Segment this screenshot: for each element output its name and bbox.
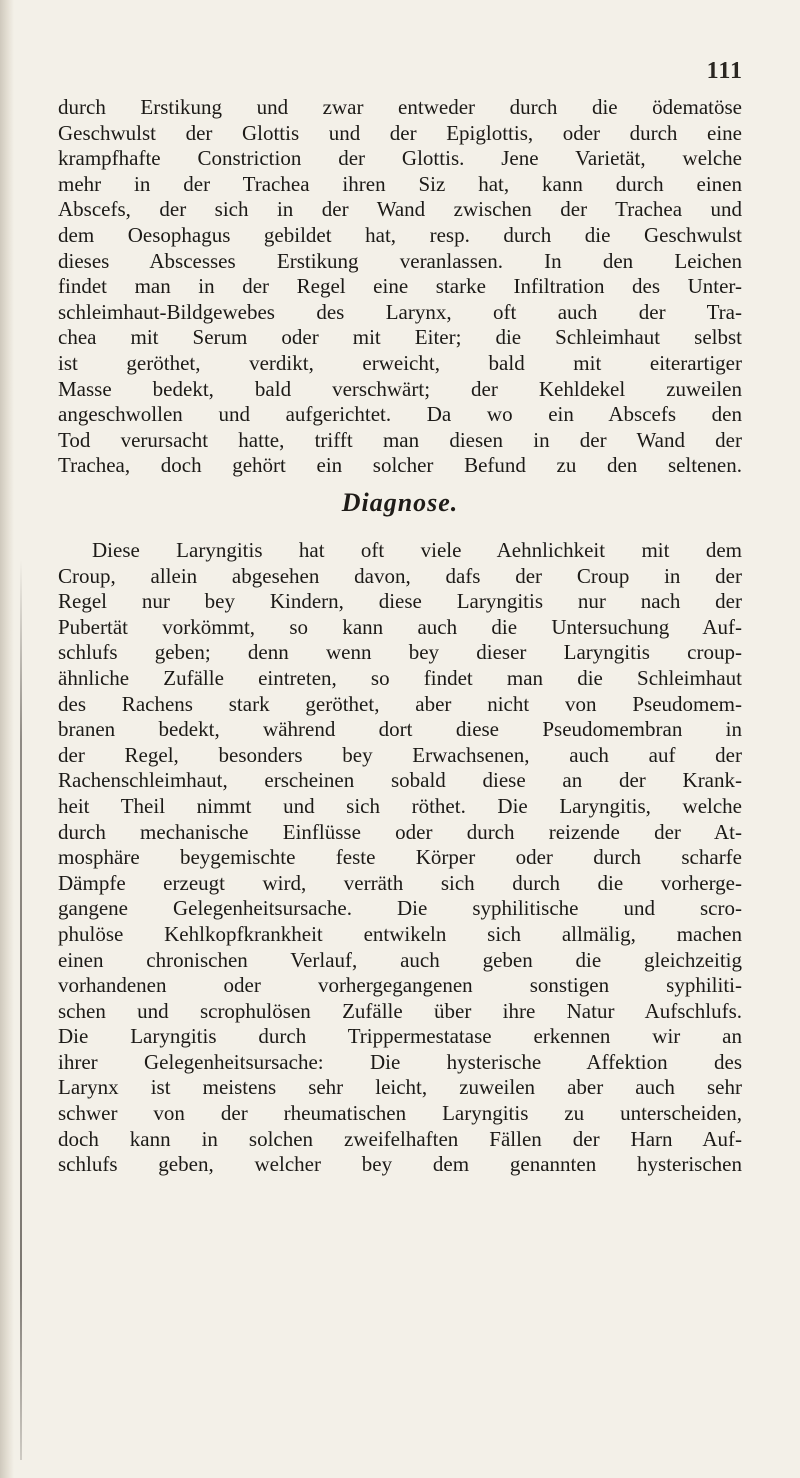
text-line: Geschwulst der Glottis und der Epiglottis, oder durch eine	[58, 120, 742, 145]
text-line: Pubertät vorkömmt, so kann auch die Untersuchung Auf-	[58, 614, 742, 639]
text-line: krampfhafte Constriction der Glottis. Jene Varietät, welche	[58, 146, 742, 171]
text-line: Masse bedekt, bald verschwärt; der Kehldekel zuweilen	[58, 376, 742, 401]
text-line: Die Laryngitis durch Trippermestatase erkennen wir an	[58, 1024, 742, 1049]
text-line: durch Erstikung und zwar entweder durch die ödematöse	[58, 95, 742, 119]
text-line: ähnliche Zufälle eintreten, so findet man die Schleimhaut	[58, 665, 742, 690]
text-line: Dämpfe erzeugt wird, verräth sich durch die vorherge-	[58, 870, 742, 895]
text-line: schlufs geben, welcher bey dem genannten hysterischen	[58, 1152, 742, 1177]
section-heading-diagnose: Diagnose.	[341, 488, 459, 517]
text-line: mehr in der Trachea ihren Siz hat, kann durch einen	[58, 171, 742, 196]
paragraph-diagnosis	[58, 538, 742, 1178]
text-line: vorhandenen oder vorhergegangenen sonstigen syphiliti-	[58, 973, 742, 998]
text-line: mosphäre beygemischte feste Körper oder durch scharfe	[58, 845, 742, 870]
text-line: dieses Abscesses Erstikung veranlassen. In den Leichen	[58, 248, 742, 273]
text-line: findet man in der Regel eine starke Infiltration des Unter-	[58, 274, 742, 299]
gutter-shadow-line	[20, 560, 22, 1460]
text-line: des Rachens stark geröthet, aber nicht von Pseudomem-	[58, 691, 742, 716]
text-line: durch mechanische Einflüsse oder durch reizende der At-	[58, 819, 742, 844]
text-line: Tod verursacht hatte, trifft man diesen in der Wand der	[58, 427, 742, 452]
text-line: dem Oesophagus gebildet hat, resp. durch die Geschwulst	[58, 222, 742, 247]
text-line: phulöse Kehlkopfkrankheit entwikeln sich allmälig, machen	[58, 921, 742, 946]
text-line: schwer von der rheumatischen Laryngitis zu unterscheiden,	[58, 1101, 742, 1126]
text-line: ihrer Gelegenheitsursache: Die hysterische Affektion des	[58, 1049, 742, 1074]
text-line: schleimhaut-Bildgewebes des Larynx, oft auch der Tra-	[58, 299, 742, 324]
text-line: Larynx ist meistens sehr leicht, zuweilen aber auch sehr	[58, 1075, 742, 1100]
text-line: Croup, allein abgesehen davon, dafs der Croup in der	[58, 563, 742, 588]
page-binding-edge	[0, 0, 14, 1478]
text-line: Rachenschleimhaut, erscheinen sobald diese an der Krank-	[58, 768, 742, 793]
text-line: doch kann in solchen zweifelhaften Fällen der Harn Auf-	[58, 1126, 742, 1151]
text-line: Abscefs, der sich in der Wand zwischen der Trachea und	[58, 197, 742, 222]
text-line: gangene Gelegenheitsursache. Die syphilitische und scro-	[58, 896, 742, 921]
text-line: der Regel, besonders bey Erwachsenen, auch auf der	[58, 742, 742, 767]
text-line: Regel nur bey Kindern, diese Laryngitis nur nach der	[58, 589, 742, 614]
page-number: 111	[706, 58, 743, 84]
text-line: branen bedekt, während dort diese Pseudomembran in	[58, 717, 742, 742]
paragraph-symptoms-pathology	[58, 95, 742, 479]
text-line: Diese Laryngitis hat oft viele Aehnlichkeit mit dem	[92, 538, 742, 562]
text-line: einen chronischen Verlauf, auch geben die gleichzeitig	[58, 947, 742, 972]
text-line: angeschwollen und aufgerichtet. Da wo ein Abscefs den	[58, 402, 742, 427]
text-line: schlufs geben; denn wenn bey dieser Laryngitis croup-	[58, 640, 742, 665]
text-line: heit Theil nimmt und sich röthet. Die Laryngitis, welche	[58, 793, 742, 818]
text-line: ist geröthet, verdikt, erweicht, bald mit eiterartiger	[58, 350, 742, 375]
text-line: chea mit Serum oder mit Eiter; die Schleimhaut selbst	[58, 325, 742, 350]
text-line: Trachea, doch gehört ein solcher Befund zu den seltenen.	[58, 453, 742, 478]
text-line: schen und scrophulösen Zufälle über ihre Natur Aufschlufs.	[58, 998, 742, 1023]
